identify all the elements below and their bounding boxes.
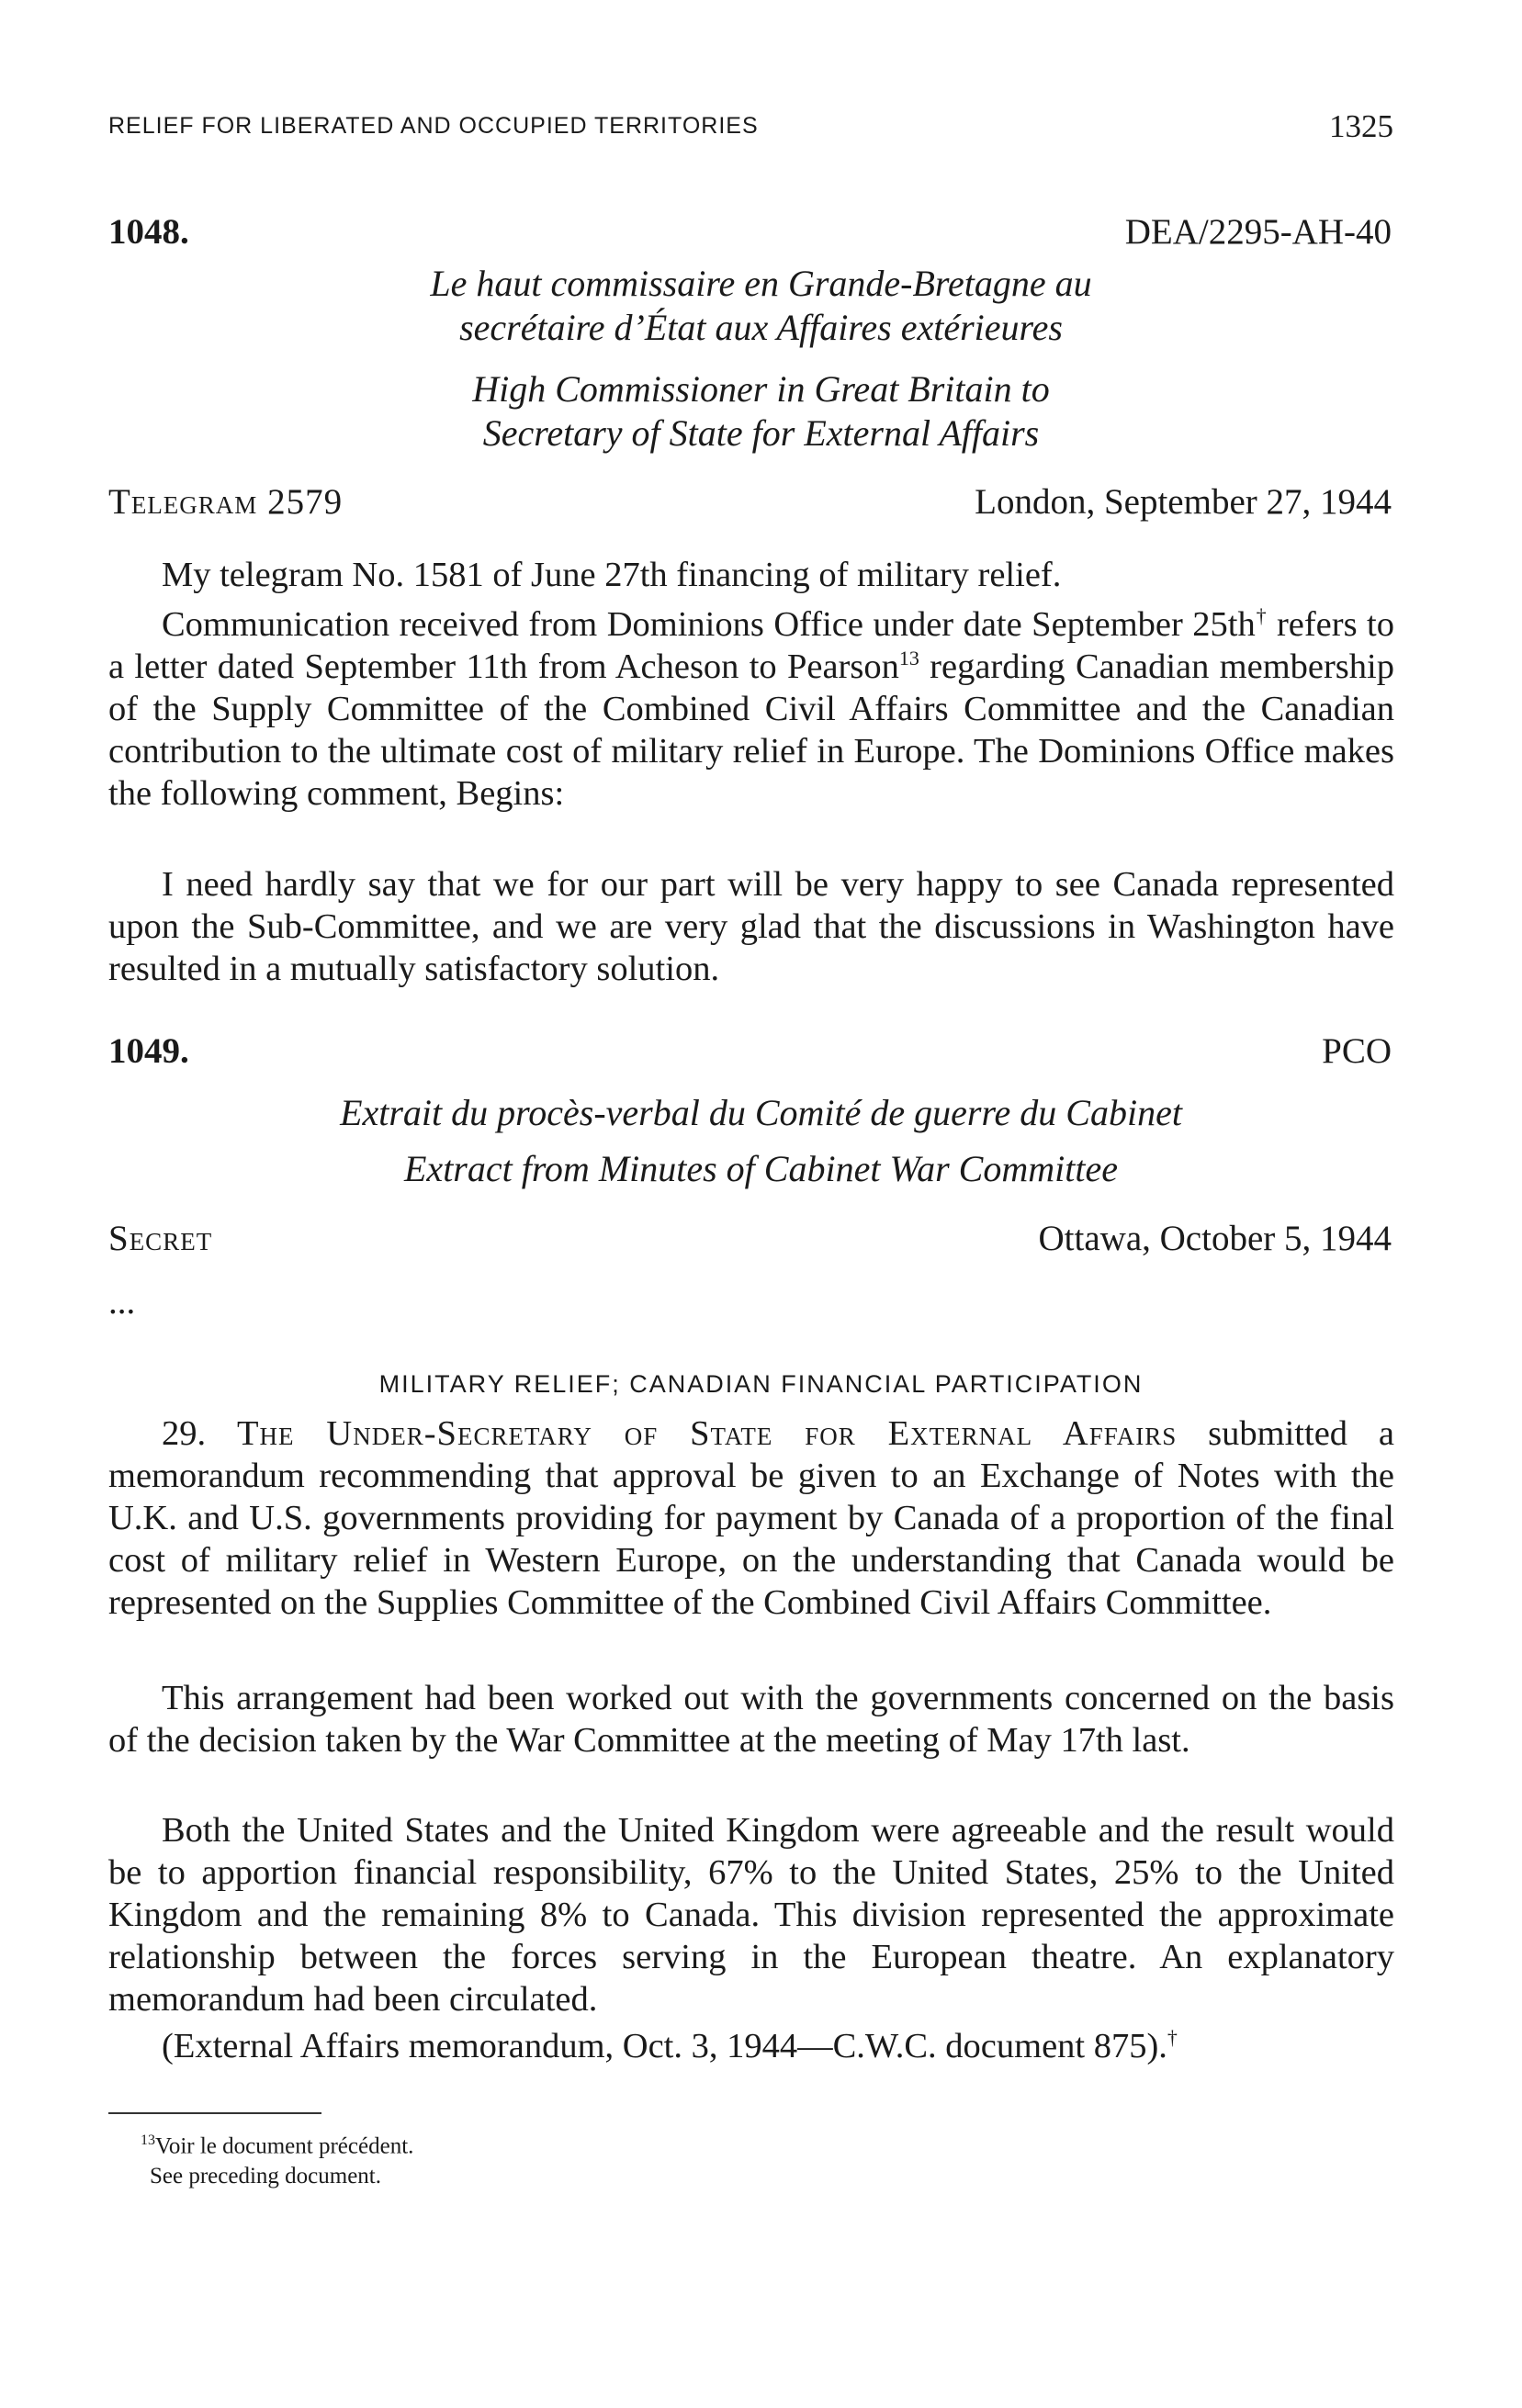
heading-en-line-1: High Commissioner in Great Britain to bbox=[472, 368, 1050, 410]
page-number: 1325 bbox=[1329, 108, 1393, 144]
ellipsis: ... bbox=[108, 1282, 136, 1322]
paragraph-1049-3: Both the United States and the United Kingdom were agreeable and the result would be to apportion financial responsibility, 67% to the United States, 25% to the United Kingdom and the remaining 8% to Canada. This division represented the approximate relationship between the forces serving in the European theatre. An explanatory memorandum had been circulated. bbox=[108, 1811, 1394, 2019]
footnote-ref-13: 13 bbox=[898, 647, 919, 670]
paragraph-1048-2-text-c: regarding Canadian membership of the Supply Committee of the Combined Civil Affairs Committee and the Canadian contribution to the ultimate cost of military relief in Europe. The Dominions Office makes the following comment, Begins: bbox=[108, 647, 1394, 813]
paragraph-number: 29. bbox=[162, 1414, 238, 1453]
paragraph-1048-2 bbox=[108, 603, 1394, 815]
classification: Secret bbox=[108, 1219, 213, 1258]
footnote-13-en: See preceding document. bbox=[150, 2164, 381, 2189]
heading-1049-fr: Extrait du procès-verbal du Comité de guerre du Cabinet bbox=[340, 1092, 1182, 1133]
paragraph-1048-2-text-b: refers to a letter dated September 11th from Acheson to Pearson bbox=[108, 605, 1394, 686]
heading-fr-line-2: secrétaire d’État aux Affaires extérieures bbox=[459, 307, 1063, 348]
running-title: RELIEF FOR LIBERATED AND OCCUPIED TERRITORIES bbox=[108, 113, 759, 139]
footnote-rule bbox=[108, 2112, 321, 2114]
paragraph-1049-4-text: (External Affairs memorandum, Oct. 3, 1944—C.W.C. document 875). bbox=[162, 2027, 1167, 2065]
document-number-1048: 1048. bbox=[108, 212, 189, 252]
paragraph-1049-29-text: submitted a memorandum recommending that approval be given to an Exchange of Notes with the U.K. and U.S. governments providing for payment by Canada of a proportion of the final cost of military relief in Western Europe, on the understanding that Canada would be represented on the Supplies Committee of the Combined Civil Affairs Committee. bbox=[108, 1414, 1395, 1622]
paragraph-1049-2: This arrangement had been worked out with the governments concerned on the basis of the decision taken by the War Committee at the meeting of May 17th last. bbox=[108, 1679, 1394, 1760]
heading-fr-line-1: Le haut commissaire en Grande-Bretagne au bbox=[430, 263, 1092, 304]
paragraph-1048-1: My telegram No. 1581 of June 27th financing of military relief. bbox=[162, 556, 1062, 594]
paragraph-1048-2-text-a: Communication received from Dominions Office under date September 25th bbox=[162, 605, 1256, 644]
footnote-13-mark: 13 bbox=[141, 2132, 155, 2148]
place-date-1049: Ottawa, October 5, 1944 bbox=[1038, 1219, 1392, 1258]
speaker: The Under-Secretary of State for External Affairs bbox=[237, 1414, 1178, 1453]
paragraph-1049-4 bbox=[108, 2025, 1394, 2067]
document-reference-1048: DEA/2295-AH-40 bbox=[1124, 212, 1392, 252]
dagger-mark: † bbox=[1255, 604, 1268, 628]
heading-en-line-2: Secretary of State for External Affairs bbox=[482, 412, 1040, 454]
footnote-13-fr-text: Voir le document précédent. bbox=[155, 2133, 414, 2159]
dagger-mark-2: † bbox=[1167, 2026, 1178, 2050]
quoted-paragraph-1048: I need hardly say that we for our part will be very happy to see Canada represented upon the Sub-Committee, and we are very glad that the discussions in Washington have resulted in a mutually satisfactory solution. bbox=[108, 865, 1394, 988]
document-number-1049: 1049. bbox=[108, 1031, 189, 1071]
telegram-number: Telegram 2579 bbox=[108, 482, 344, 522]
heading-1049-en: Extract from Minutes of Cabinet War Committee bbox=[404, 1148, 1118, 1189]
place-date-1048: London, September 27, 1944 bbox=[975, 482, 1392, 522]
footnote-13-fr bbox=[141, 2132, 413, 2159]
section-heading: MILITARY RELIEF; CANADIAN FINANCIAL PARTICIPATION bbox=[378, 1370, 1144, 1398]
document-reference-1049: PCO bbox=[1322, 1031, 1392, 1071]
paragraph-1049-29 bbox=[108, 1412, 1394, 1624]
